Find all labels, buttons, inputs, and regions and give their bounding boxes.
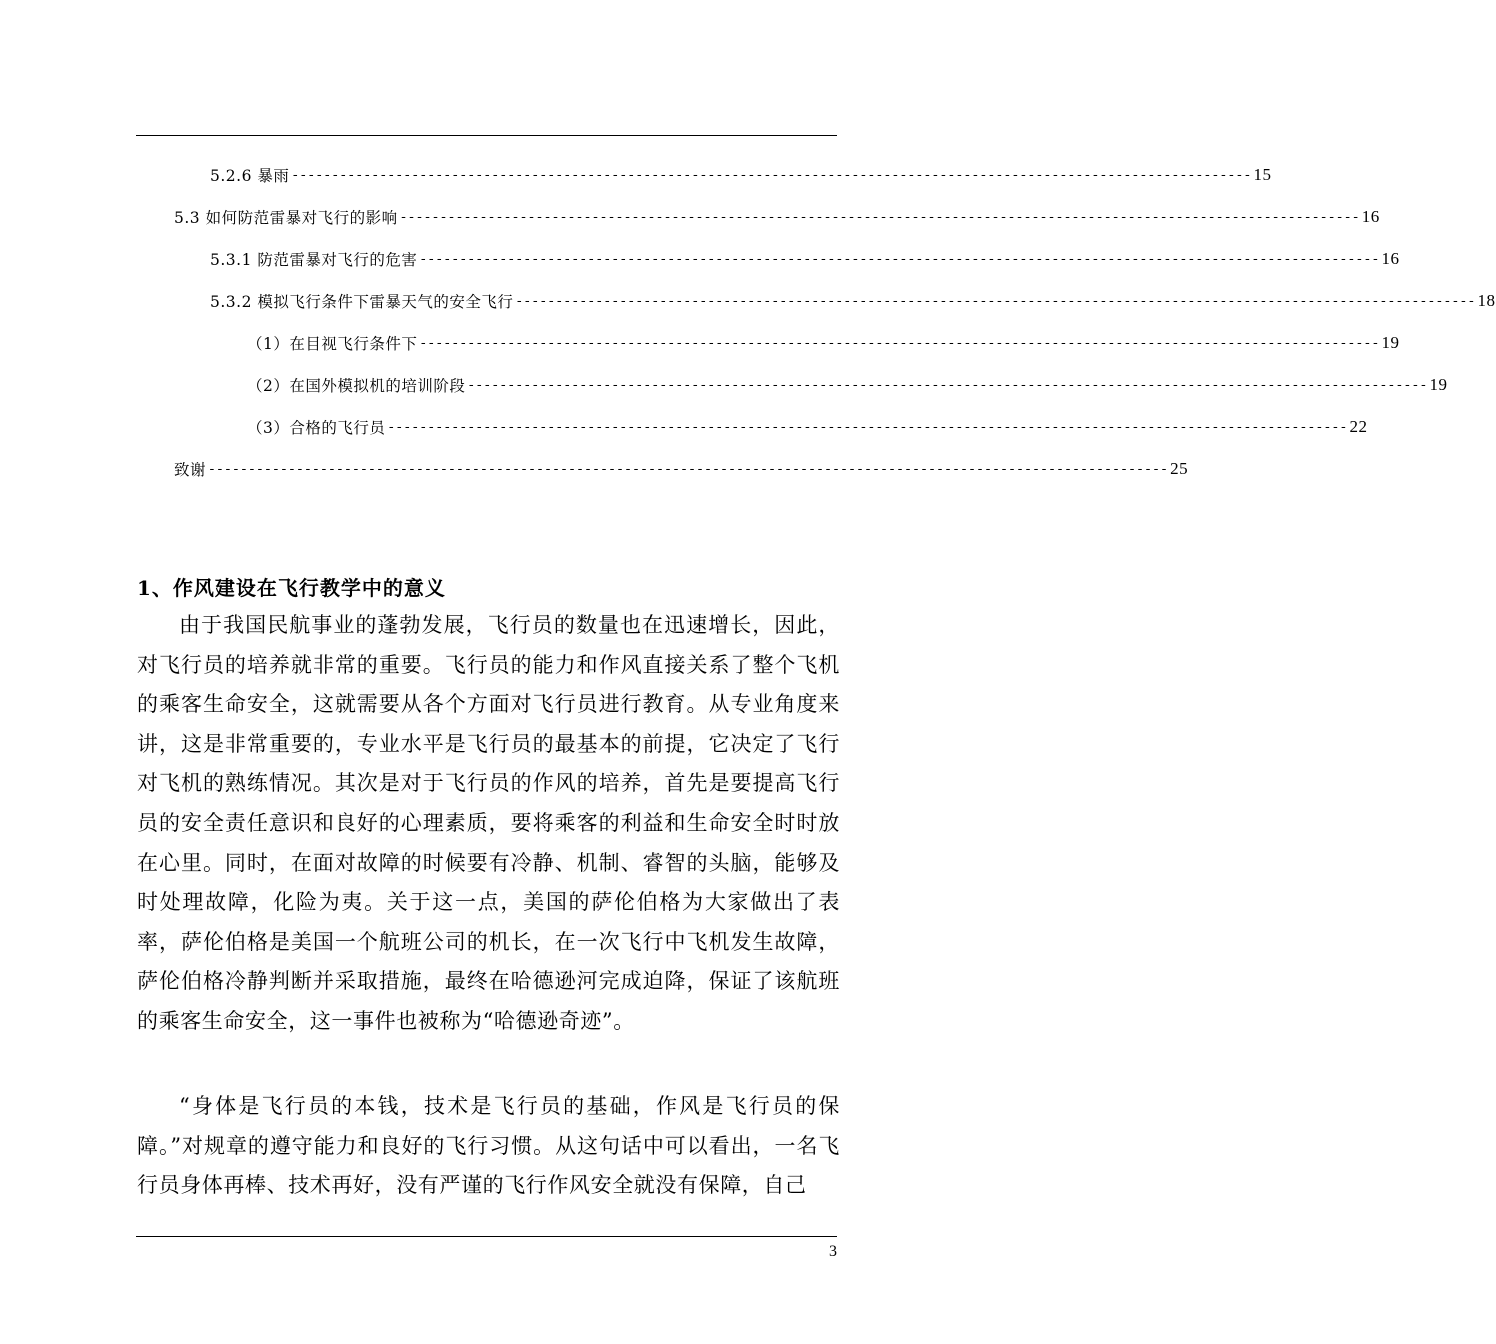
toc-entry-page: 19 (1381, 333, 1400, 352)
page-number: 3 (829, 1243, 837, 1260)
body-paragraph: 由于我国民航事业的蓬勃发展，飞行员的数量也在迅速增长，因此，对飞行员的培养就非常的重要。飞行员的能力和作风直接关系了整个飞机的乘客生命安全，这就需要从各个方面对飞行员进行教育。从专业角度来讲，这是非常重要的，专业水平是飞行员的最基本的前提，它决定了飞行对飞机的熟练情况。其次是对于飞行员的作风的培养，首先是要提高飞行员的安全责任意识和良好的心理素质，要将乘客的利益和生命安全时时放在心里。同时，在面对故障的时候要有冷静、机制、睿智的头脑，能够及时处理故障，化险为夷。关于这一点，美国的萨伦伯格为大家做出了表率，萨伦伯格是美国一个航班公司的机长，在一次飞行中飞机发生故障，萨伦伯格冷静判断并采取措施，最终在哈德逊河完成迫降，保证了该航班的乘客生命安全，这一事件也被称为“哈德逊奇迹”。 (137, 613, 840, 1033)
toc-leader: ------------------------------------------------------------------------------------------------------------------------ (467, 377, 1428, 393)
toc-entry-label: 致谢 (174, 461, 207, 479)
toc-entry[interactable] (174, 454, 1189, 484)
toc-leader: ------------------------------------------------------------------------------------------------------------------------ (387, 419, 1348, 435)
toc-entry-label: （3）合格的飞行员 (247, 419, 386, 437)
toc-entry[interactable] (174, 202, 1380, 232)
toc-entry-page: 16 (1361, 207, 1380, 226)
body-paragraph: “身体是飞行员的本钱，技术是飞行员的基础，作风是飞行员的保障。”对规章的遵守能力和良好的飞行习惯。从这句话中可以看出，一名飞行员身体再棒、技术再好，没有严谨的飞行作风安全就没有保障，自己 (137, 1094, 840, 1198)
toc-leader: ------------------------------------------------------------------------------------------------------------------------ (208, 461, 1169, 477)
toc-leader: ------------------------------------------------------------------------------------------------------------------------ (399, 209, 1360, 225)
toc-entry[interactable] (210, 244, 1400, 274)
section-heading: 1、作风建设在飞行教学中的意义 (137, 576, 446, 600)
toc-entry[interactable] (210, 286, 1496, 316)
toc-entry-page: 25 (1170, 459, 1189, 478)
toc-entry-label: 5.3 如何防范雷暴对飞行的影响 (174, 209, 398, 227)
toc-entry-page: 22 (1349, 417, 1368, 436)
toc-entry-label: 5.2.6 暴雨 (210, 167, 290, 185)
toc-entry-label: 5.3.2 模拟飞行条件下雷暴天气的安全飞行 (210, 293, 514, 311)
toc-entry-label: （1）在目视飞行条件下 (247, 335, 418, 353)
toc-leader: ------------------------------------------------------------------------------------------------------------------------ (419, 251, 1380, 267)
toc-entry-page: 16 (1381, 249, 1400, 268)
toc-entry[interactable] (247, 412, 1368, 442)
toc-leader: ------------------------------------------------------------------------------------------------------------------------ (291, 167, 1252, 183)
toc-entry-page: 19 (1429, 375, 1448, 394)
toc-entry-page: 15 (1253, 165, 1272, 184)
toc-entry-label: 5.3.1 防范雷暴对飞行的危害 (210, 251, 418, 269)
toc-leader: ------------------------------------------------------------------------------------------------------------------------ (419, 335, 1380, 351)
header-rule (136, 135, 837, 136)
footer-rule (136, 1236, 837, 1237)
toc-entry[interactable] (247, 328, 1400, 358)
toc-entry-label: （2）在国外模拟机的培训阶段 (247, 377, 466, 395)
toc-entry[interactable] (247, 370, 1448, 400)
toc-entry-page: 18 (1477, 291, 1496, 310)
toc-leader: ------------------------------------------------------------------------------------------------------------------------ (515, 293, 1476, 309)
toc-entry[interactable] (210, 160, 1272, 190)
